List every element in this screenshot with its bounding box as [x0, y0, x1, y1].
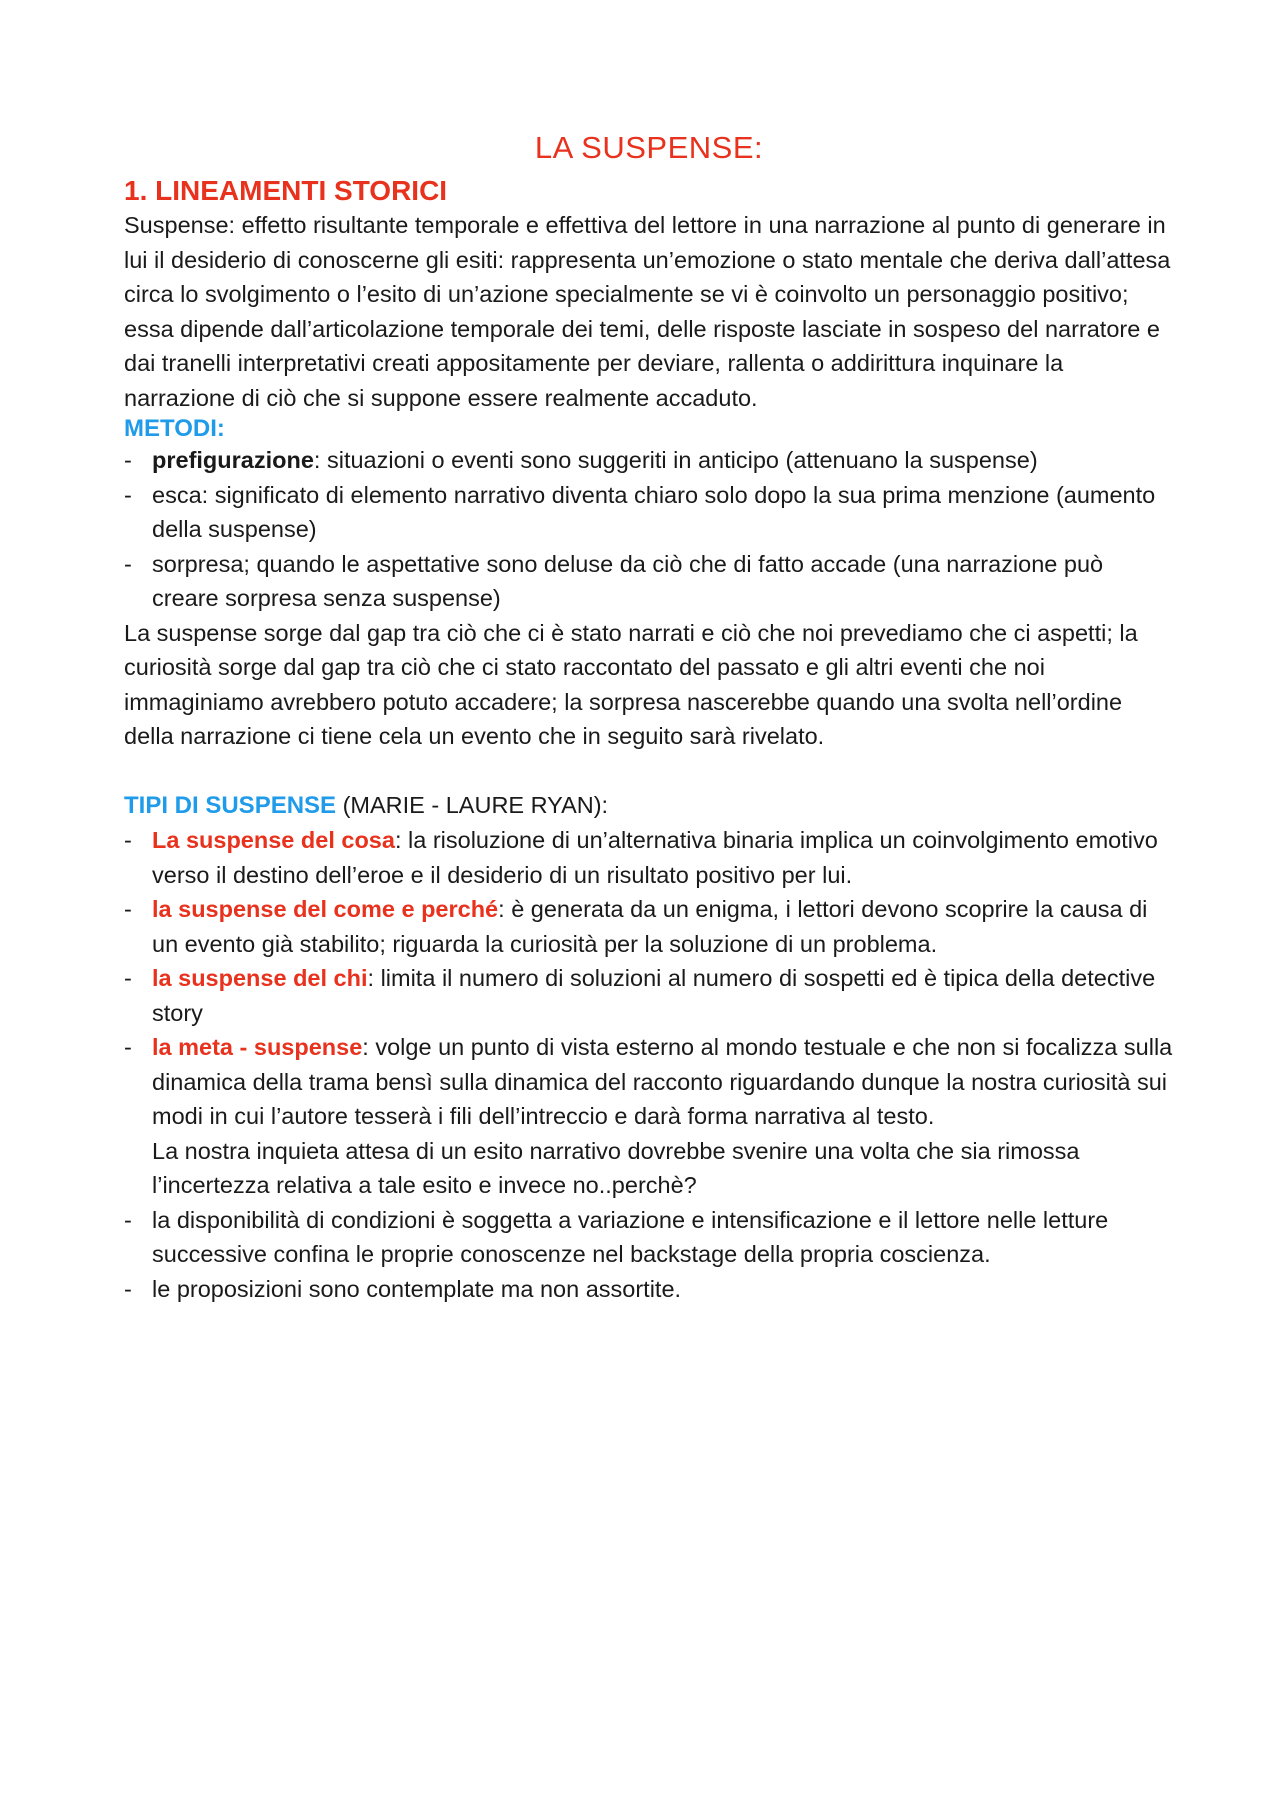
- list-item: [124, 478, 1174, 547]
- list-item-term: la suspense del chi: [152, 965, 368, 991]
- tipi-list: [124, 823, 1174, 1306]
- list-item: [124, 1203, 1174, 1272]
- tipi-heading-suffix: (MARIE - LAURE RYAN):: [336, 791, 609, 818]
- list-item-term: la meta - suspense: [152, 1034, 363, 1060]
- list-item-text: la disponibilità di condizioni è soggetta a variazione e intensificazione e il lettore nelle letture successive confina le proprie conoscenze nel backstage della propria coscienza.: [152, 1206, 1109, 1267]
- spacer: [124, 754, 1174, 788]
- document-page: [124, 128, 1174, 1306]
- list-item-text: sorpresa; quando le aspettative sono deluse da ciò che di fatto accade (una narrazione può creare sorpresa senza suspense): [152, 550, 1104, 611]
- list-item: [124, 892, 1174, 961]
- metodi-heading: METODI:: [124, 415, 225, 442]
- list-item: [124, 823, 1174, 892]
- metodi-list: [124, 443, 1174, 616]
- suspense-definition-paragraph: Suspense: effetto risultante temporale e effettiva del lettore in una narrazione al punto di generare in lui il desiderio di conoscerne gli esiti: rappresenta un’emozione o stato mentale che deriva dall’attesa circa lo svolgimento o l’esito di un’azione specialmente se vi è coinvolto un personaggio positivo; essa dipende dall’articolazione temporale dei temi, delle risposte lasciate in sospeso del narratore e dai tranelli interpretativi creati appositamente per deviare, rallenta o addirittura inquinare la narrazione di ciò che si suppone essere realmente accaduto.: [124, 212, 1171, 411]
- list-item-text: : è generata da un enigma, i lettori devono scoprire la causa di un evento già stabilito; riguarda la curiosità per la soluzione di un problema.: [152, 896, 1148, 957]
- gap-paragraph: La suspense sorge dal gap tra ciò che ci è stato narrati e ciò che noi prevediamo che ci aspetti; la curiosità sorge dal gap tra ciò che ci stato raccontato del passato e gli altri eventi che noi immaginiamo avrebbero potuto accadere; la sorpresa nascerebbe quando una svolta nell’ordine della narrazione ci tiene cela un evento che in seguito sarà rivelato.: [124, 619, 1138, 749]
- tipi-heading-line: [124, 788, 1174, 824]
- tipi-heading: TIPI DI SUSPENSE: [124, 791, 337, 819]
- list-item-term: la suspense del come e perché: [152, 896, 499, 922]
- list-item-text: : la risoluzione di un’alternativa binaria implica un coinvolgimento emotivo verso il destino dell’eroe e il desiderio di un risultato positivo per lui.: [152, 827, 1158, 888]
- list-item: [124, 1272, 1174, 1307]
- list-item-term: La suspense del cosa: [152, 827, 395, 853]
- document-title: LA SUSPENSE:: [534, 130, 764, 165]
- list-item-term: prefigurazione: [152, 447, 314, 473]
- list-item-text: : situazioni o eventi sono suggeriti in anticipo (attenuano la suspense): [313, 447, 1038, 473]
- list-item-extra: La nostra inquieta attesa di un esito narrativo dovrebbe svenire una volta che sia rimossa l’incertezza relativa a tale esito e invece no..perchè?: [152, 1137, 1080, 1198]
- list-item: [124, 961, 1174, 1030]
- section-heading-lineamenti: 1. LINEAMENTI STORICI: [124, 175, 448, 206]
- list-item-text: le proposizioni sono contemplate ma non assortite.: [152, 1275, 682, 1302]
- list-item-text: : limita il numero di soluzioni al numero di sospetti ed è tipica della detective story: [152, 965, 1156, 1026]
- list-item-text: esca: significato di elemento narrativo diventa chiaro solo dopo la sua prima menzione (aumento della suspense): [152, 481, 1156, 542]
- list-item: [124, 547, 1174, 616]
- list-item-text: : volge un punto di vista esterno al mondo testuale e che non si focalizza sulla dinamica della trama bensì sulla dinamica del racconto riguardando dunque la nostra curiosità sui modi in cui l’autore tesserà i fili dell’intreccio e darà forma narrativa al testo.: [152, 1034, 1173, 1129]
- list-item: [124, 1030, 1174, 1203]
- list-item: [124, 443, 1174, 478]
